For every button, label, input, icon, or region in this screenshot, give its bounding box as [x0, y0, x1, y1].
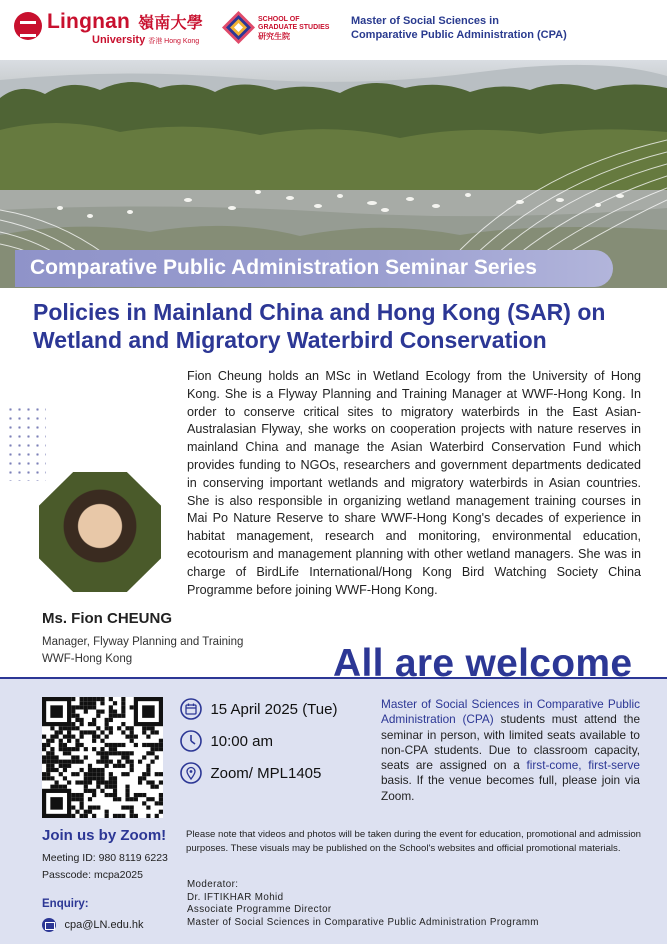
welcome-heading: All are welcome	[333, 642, 633, 685]
header	[0, 0, 667, 60]
email-icon	[42, 918, 56, 932]
moderator-label: Moderator:	[187, 879, 239, 890]
seminar-title: Policies in Mainland China and Hong Kong (SAR) on Wetland and Migratory Waterbird Conservation	[33, 299, 606, 353]
lingnan-emblem-icon	[14, 12, 42, 40]
first-come-first-serve: first-come, first-serve	[526, 758, 640, 773]
moderator-name: Dr. IFTIKHAR Mohid	[187, 891, 284, 903]
event-venue: Zoom/ MPL1405	[210, 764, 322, 782]
lingnan-university-logo	[14, 10, 203, 46]
cpa-programme-name: Master of Social Sciences in Comparative Public Administration (CPA)	[381, 697, 640, 727]
clock-icon	[180, 730, 202, 752]
calendar-icon	[180, 698, 202, 720]
enquiry-email-link[interactable]: cpa@LN.edu.hk	[64, 918, 144, 931]
speaker-role-line-1: Manager, Flyway Planning and Training	[42, 636, 244, 648]
university-sub: University	[92, 34, 146, 46]
series-title: Comparative Public Administration Seminar Series	[30, 256, 537, 279]
zoom-join-heading: Join us by Zoom!	[42, 827, 167, 844]
zoom-qr-code[interactable]	[42, 697, 163, 818]
moderator-info	[187, 879, 539, 929]
speaker-name: Ms. Fion CHEUNG	[42, 610, 172, 627]
school-of-graduate-studies-logo	[222, 11, 332, 47]
enquiry-contact	[42, 916, 144, 932]
location-pin-icon	[180, 762, 202, 784]
school-line-1: SCHOOL OF	[258, 16, 300, 23]
speaker-bio: Fion Cheung holds an MSc in Wetland Ecology from the University of Hong Kong. She is a Flyway Planning and Training Manager at WWF-Hong Kong. In order to conserve critical sites to migratory waterbirds in the East Asian-Australasian Flyway, she works on cooperation projects with nature reserves in mainland China and manage the Asian Waterbird Conservation Fund which provides funding to NGOs, researchers and government departments dedicated in conserving important wetlands and migratory waterbirds in Asian countries. She is also responsible in organizing wetland management training courses in Mai Po Nature Reserve to share WWF-Hong Kong's decades of experience in habitat management, research and monitoring, environmental education, ecotourism and management planning with other wetland managers. She was in charge of BirdLife International/Hong Kong Bird Watching Society China Programme before joining WWF-Hong Kong.	[187, 369, 641, 597]
event-date: 15 April 2025 (Tue)	[210, 700, 338, 718]
zoom-passcode: Passcode: mcpa2025	[42, 869, 143, 881]
university-location: 香港 Hong Kong	[148, 38, 200, 45]
cpa-attendance-note: Master of Social Sciences in Comparative Public Administration (CPA) students must attend the seminar in person, with limited seats available to non-CPA students. Due to classroom capacity, seats are assigned on a first-come, first-serve basis. If the venue becomes full, please join via Zoom.	[381, 697, 640, 803]
university-name: Lingnan	[47, 10, 131, 33]
sgs-diamond-icon	[222, 11, 255, 44]
zoom-meeting-id: Meeting ID: 980 8119 6223	[42, 852, 168, 864]
school-line-2: GRADUATE STUDIES	[258, 24, 330, 31]
event-time: 10:00 am	[210, 732, 273, 750]
zoom-meeting-details	[42, 850, 168, 884]
moderator-programme: Master of Social Sciences in Comparative Public Administration Programm	[187, 916, 539, 928]
decorative-dots	[6, 405, 46, 481]
photo-disclaimer: Please note that videos and photos will be taken during the event for education, promotional and admission purposes. These visuals may be published on the School's websites and official promotional materials.	[186, 829, 641, 854]
event-venue-row	[180, 762, 321, 784]
enquiry-label: Enquiry:	[42, 898, 89, 910]
event-date-row	[180, 698, 337, 720]
university-chinese-name: 嶺南大學	[138, 15, 203, 32]
speaker-photo	[39, 472, 161, 592]
school-chinese: 研究生院	[258, 32, 290, 41]
programme-title: Master of Social Sciences in Comparative Public Administration (CPA)	[351, 15, 567, 41]
moderator-title: Associate Programme Director	[187, 904, 332, 916]
event-time-row	[180, 730, 273, 752]
speaker-role	[42, 634, 243, 668]
speaker-role-line-2: WWF-Hong Kong	[42, 653, 133, 665]
qr-code-icon	[42, 697, 163, 818]
